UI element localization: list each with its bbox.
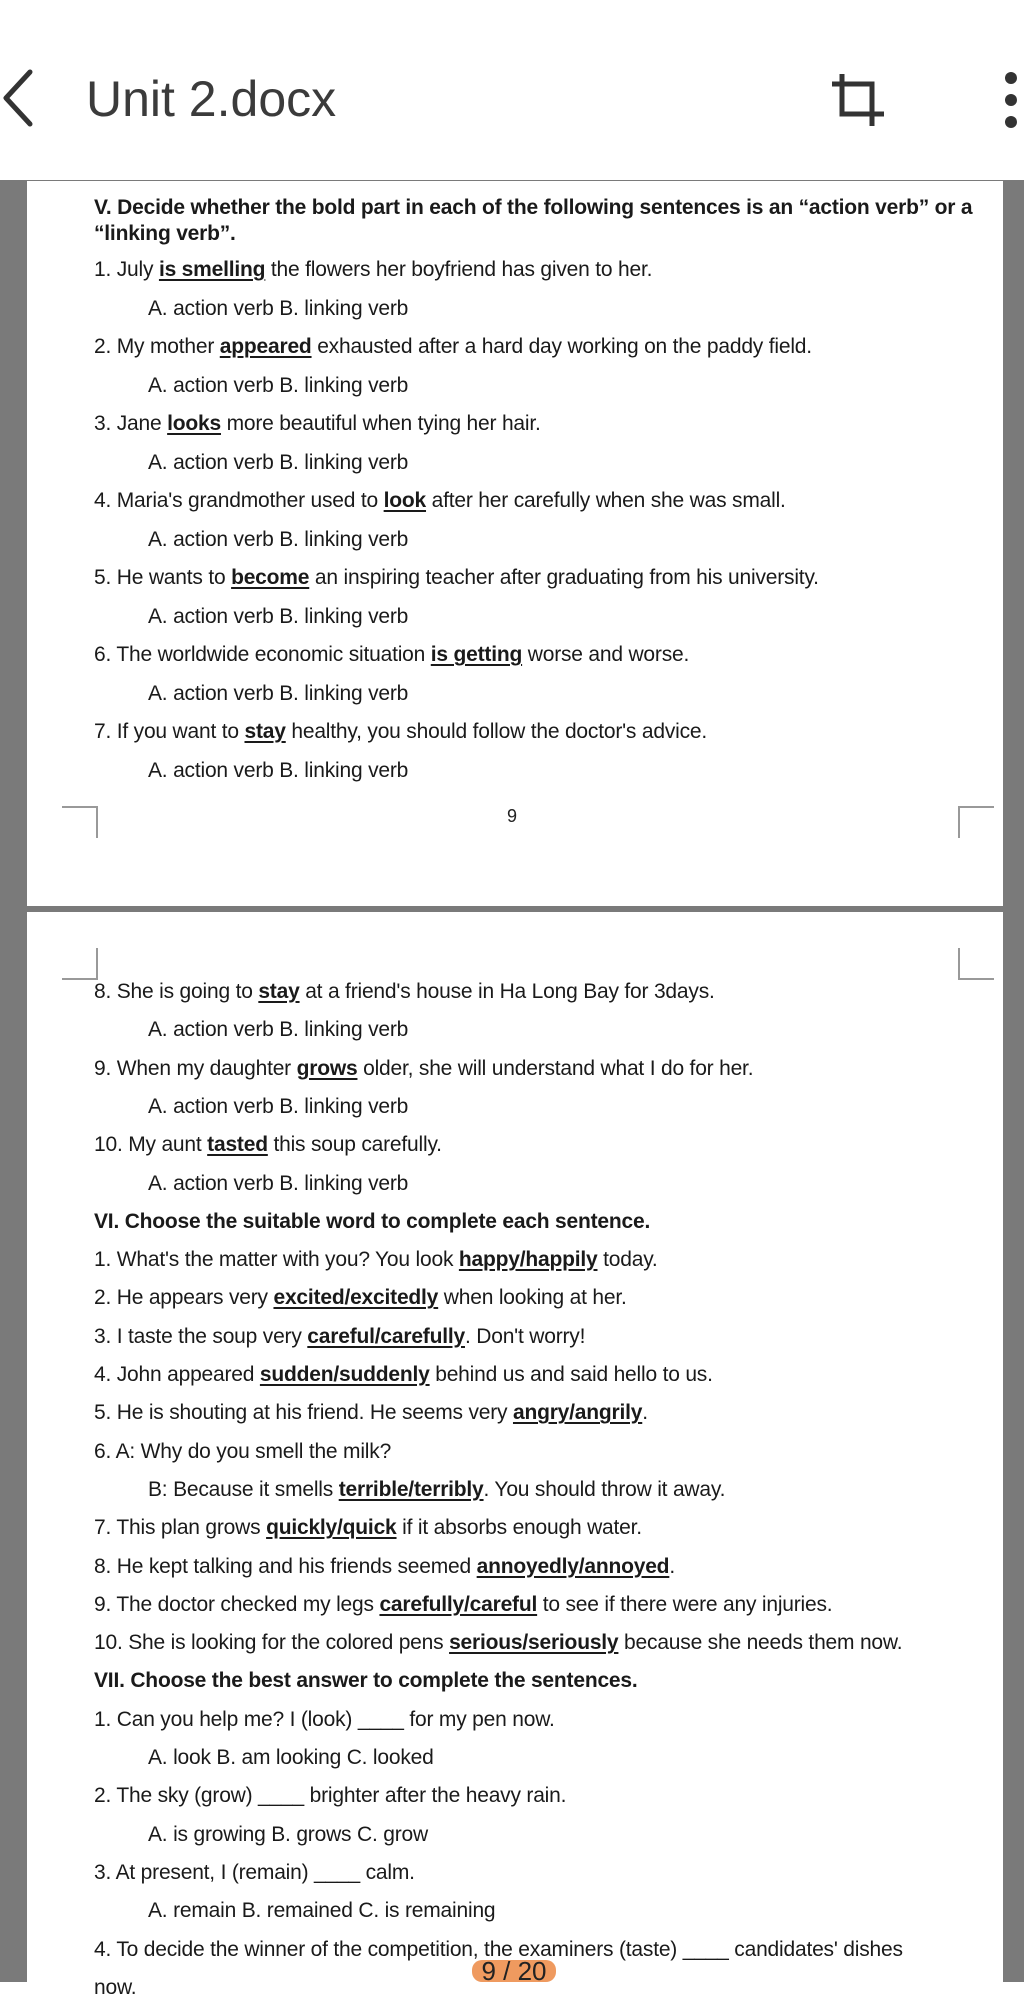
text-span: 4. To decide the winner of the competition, the examiners (taste) ____ candidates' dishes: [94, 1937, 903, 1961]
question-line: [94, 1057, 753, 1081]
text-span: 6. A: Why do you smell the milk?: [94, 1439, 392, 1463]
text-span: A. look B. am looking C. looked: [148, 1746, 434, 1769]
text-span: A. action verb B. linking verb: [148, 450, 409, 474]
text-span: 1. What's the matter with you? You look: [94, 1248, 459, 1272]
word-choice: serious/seriously: [449, 1631, 619, 1655]
bold-verb: is smelling: [158, 258, 266, 281]
text-span: 3. I taste the soup very: [94, 1324, 308, 1348]
question-line: [94, 1784, 566, 1808]
text-span: A. action verb B. linking verb: [148, 373, 409, 397]
text-span: the flowers her boyfriend has given to her.: [265, 258, 653, 281]
question-line: [94, 1325, 585, 1349]
answer-options: [148, 1823, 428, 1847]
answer-options: [148, 297, 408, 321]
page-corner-mark: [62, 948, 98, 980]
word-choice: sudden/suddenly: [259, 1363, 430, 1386]
text-span: when looking at her.: [438, 1286, 627, 1310]
text-span: .: [669, 1554, 675, 1578]
text-span: A. action verb B. linking verb: [148, 1018, 409, 1042]
text-span: if it absorbs enough water.: [396, 1516, 642, 1540]
answer-options: [148, 1018, 408, 1042]
answer-options: [148, 528, 408, 552]
text-span: exhausted after a hard day working on the paddy field.: [311, 335, 812, 358]
text-span: 4. Maria's grandmother used to: [94, 489, 384, 512]
text-span: after her carefully when she was small.: [426, 489, 786, 512]
text-span: at a friend's house in Ha Long Bay for 3days.: [299, 980, 715, 1003]
word-choice: happy/happily: [458, 1248, 598, 1272]
text-span: now.: [94, 1975, 137, 1999]
answer-options: [148, 451, 408, 475]
text-span: older, she will understand what I do for her.: [357, 1056, 754, 1080]
section5-heading-cont: “linking verb”.: [94, 222, 236, 245]
text-span: more beautiful when tying her hair.: [220, 412, 541, 435]
text-span: 3. At present, I (remain) ____ calm.: [94, 1860, 415, 1884]
text-span: healthy, you should follow the doctor's advice.: [285, 720, 708, 743]
more-vertical-icon: [998, 68, 1024, 132]
question-line: [94, 720, 707, 744]
bold-verb: appeared: [219, 335, 312, 358]
crop-button[interactable]: [828, 70, 888, 130]
question-line: [94, 566, 819, 590]
question-line: [94, 1861, 415, 1885]
bold-verb: tasted: [207, 1133, 268, 1157]
word-choice: excited/excitedly: [273, 1286, 439, 1310]
page-number: 9: [506, 806, 517, 826]
bold-verb: grows: [296, 1056, 358, 1080]
question-line: [94, 1133, 442, 1157]
text-span: . Don't worry!: [464, 1324, 586, 1348]
answer-options: [148, 605, 408, 629]
question-line: [94, 1708, 555, 1732]
text-span: A. action verb B. linking verb: [148, 758, 409, 782]
text-span: A. action verb B. linking verb: [148, 527, 409, 551]
bold-verb: look: [383, 489, 427, 512]
text-span: 10. My aunt: [94, 1133, 208, 1157]
text-span: worse and worse.: [522, 643, 690, 666]
text-span: because she needs them now.: [618, 1631, 903, 1655]
text-span: B: Because it smells: [148, 1477, 339, 1501]
text-span: A. remain B. remained C. is remaining: [148, 1899, 496, 1923]
question-line: [94, 335, 812, 359]
text-span: 8. She is going to: [94, 980, 259, 1003]
text-span: A. action verb B. linking verb: [148, 1094, 409, 1118]
answer-options: [148, 1095, 408, 1119]
question-line: [94, 1555, 675, 1579]
question-line: [94, 1440, 391, 1464]
text-span: 3. Jane: [94, 412, 168, 435]
question-line: [94, 1516, 642, 1540]
text-span: . You should throw it away.: [483, 1477, 726, 1501]
text-span: 9. When my daughter: [94, 1056, 297, 1080]
text-span: A. is growing B. grows C. grow: [148, 1822, 428, 1846]
question-line: [94, 980, 715, 1004]
text-span: A. action verb B. linking verb: [148, 604, 409, 628]
section6-heading: [94, 1210, 650, 1234]
text-span: 2. He appears very: [94, 1286, 274, 1310]
word-choice: carefully/careful: [379, 1592, 538, 1616]
answer-options: [148, 1899, 495, 1923]
text-span: A. action verb B. linking verb: [148, 296, 409, 320]
word-choice: annoyedly/annoyed: [476, 1554, 670, 1578]
text-span: 1. Can you help me? I (look) ____ for my pen now.: [94, 1707, 555, 1731]
section5-heading: V. Decide whether the bold part in each of the following sentences is an “action verb” or a: [94, 196, 973, 219]
page-indicator: 9 / 20: [472, 1960, 556, 1982]
answer-options: [148, 1172, 408, 1196]
question-line: [94, 1286, 627, 1310]
text-span: VII. Choose the best answer to complete the sentences.: [94, 1669, 638, 1693]
text-span: 7. This plan grows: [94, 1516, 267, 1540]
page-corner-mark: [958, 948, 994, 980]
text-span: .: [642, 1401, 648, 1425]
text-span: 7. If you want to: [94, 720, 245, 743]
text-span: today.: [597, 1248, 658, 1272]
document-title: Unit 2.docx: [86, 71, 337, 127]
question-line: [94, 1401, 648, 1425]
answer-options: [148, 1746, 434, 1770]
text-span: A. action verb B. linking verb: [148, 681, 409, 705]
crop-icon: [828, 70, 888, 130]
answer-options: [148, 374, 408, 398]
text-span: 4. John appeared: [94, 1363, 260, 1386]
text-span: VI. Choose the suitable word to complete each sentence.: [94, 1209, 651, 1233]
question-line: [94, 258, 652, 282]
question-line: [148, 1478, 725, 1502]
back-button[interactable]: [0, 66, 34, 130]
word-choice: careful/carefully: [307, 1324, 465, 1348]
text-span: 1. July: [94, 258, 159, 281]
question-line: [94, 1248, 658, 1272]
answer-options: [148, 759, 408, 783]
question-line: [94, 1631, 902, 1655]
text-span: this soup carefully.: [267, 1133, 442, 1157]
text-span: to see if there were any injuries.: [537, 1592, 833, 1616]
bold-verb: looks: [167, 412, 221, 435]
text-span: an inspiring teacher after graduating from his university.: [309, 566, 819, 589]
text-span: 6. The worldwide economic situation: [94, 643, 431, 666]
more-options-button[interactable]: [998, 68, 1024, 132]
question-line: [94, 643, 689, 667]
bold-verb: become: [231, 566, 310, 589]
section7-heading: [94, 1669, 638, 1693]
text-span: 8. He kept talking and his friends seemed: [94, 1554, 477, 1578]
question-line: [94, 412, 541, 436]
chevron-left-icon: [0, 66, 34, 130]
word-choice: quickly/quick: [266, 1516, 397, 1540]
text-span: 9. The doctor checked my legs: [94, 1592, 380, 1616]
text-span: 5. He wants to: [94, 566, 232, 589]
word-choice: angry/angrily: [512, 1401, 643, 1425]
answer-options: [148, 682, 408, 706]
answer-options: [94, 1976, 136, 2000]
text-span: 2. The sky (grow) ____ brighter after the heavy rain.: [94, 1784, 567, 1808]
question-line: [94, 1938, 903, 1962]
app-bar: [0, 0, 1024, 180]
word-choice: terrible/terribly: [338, 1477, 484, 1501]
text-span: A. action verb B. linking verb: [148, 1171, 409, 1195]
text-span: 2. My mother: [94, 335, 220, 358]
bold-verb: stay: [244, 720, 286, 743]
bold-verb: is getting: [430, 643, 523, 666]
text-span: behind us and said hello to us.: [429, 1363, 713, 1386]
question-line: [94, 1593, 832, 1617]
question-line: [94, 1363, 713, 1387]
text-span: 5. He is shouting at his friend. He seems very: [94, 1401, 513, 1425]
question-line: [94, 489, 786, 513]
text-span: 10. She is looking for the colored pens: [94, 1631, 450, 1655]
bold-verb: stay: [258, 980, 300, 1003]
